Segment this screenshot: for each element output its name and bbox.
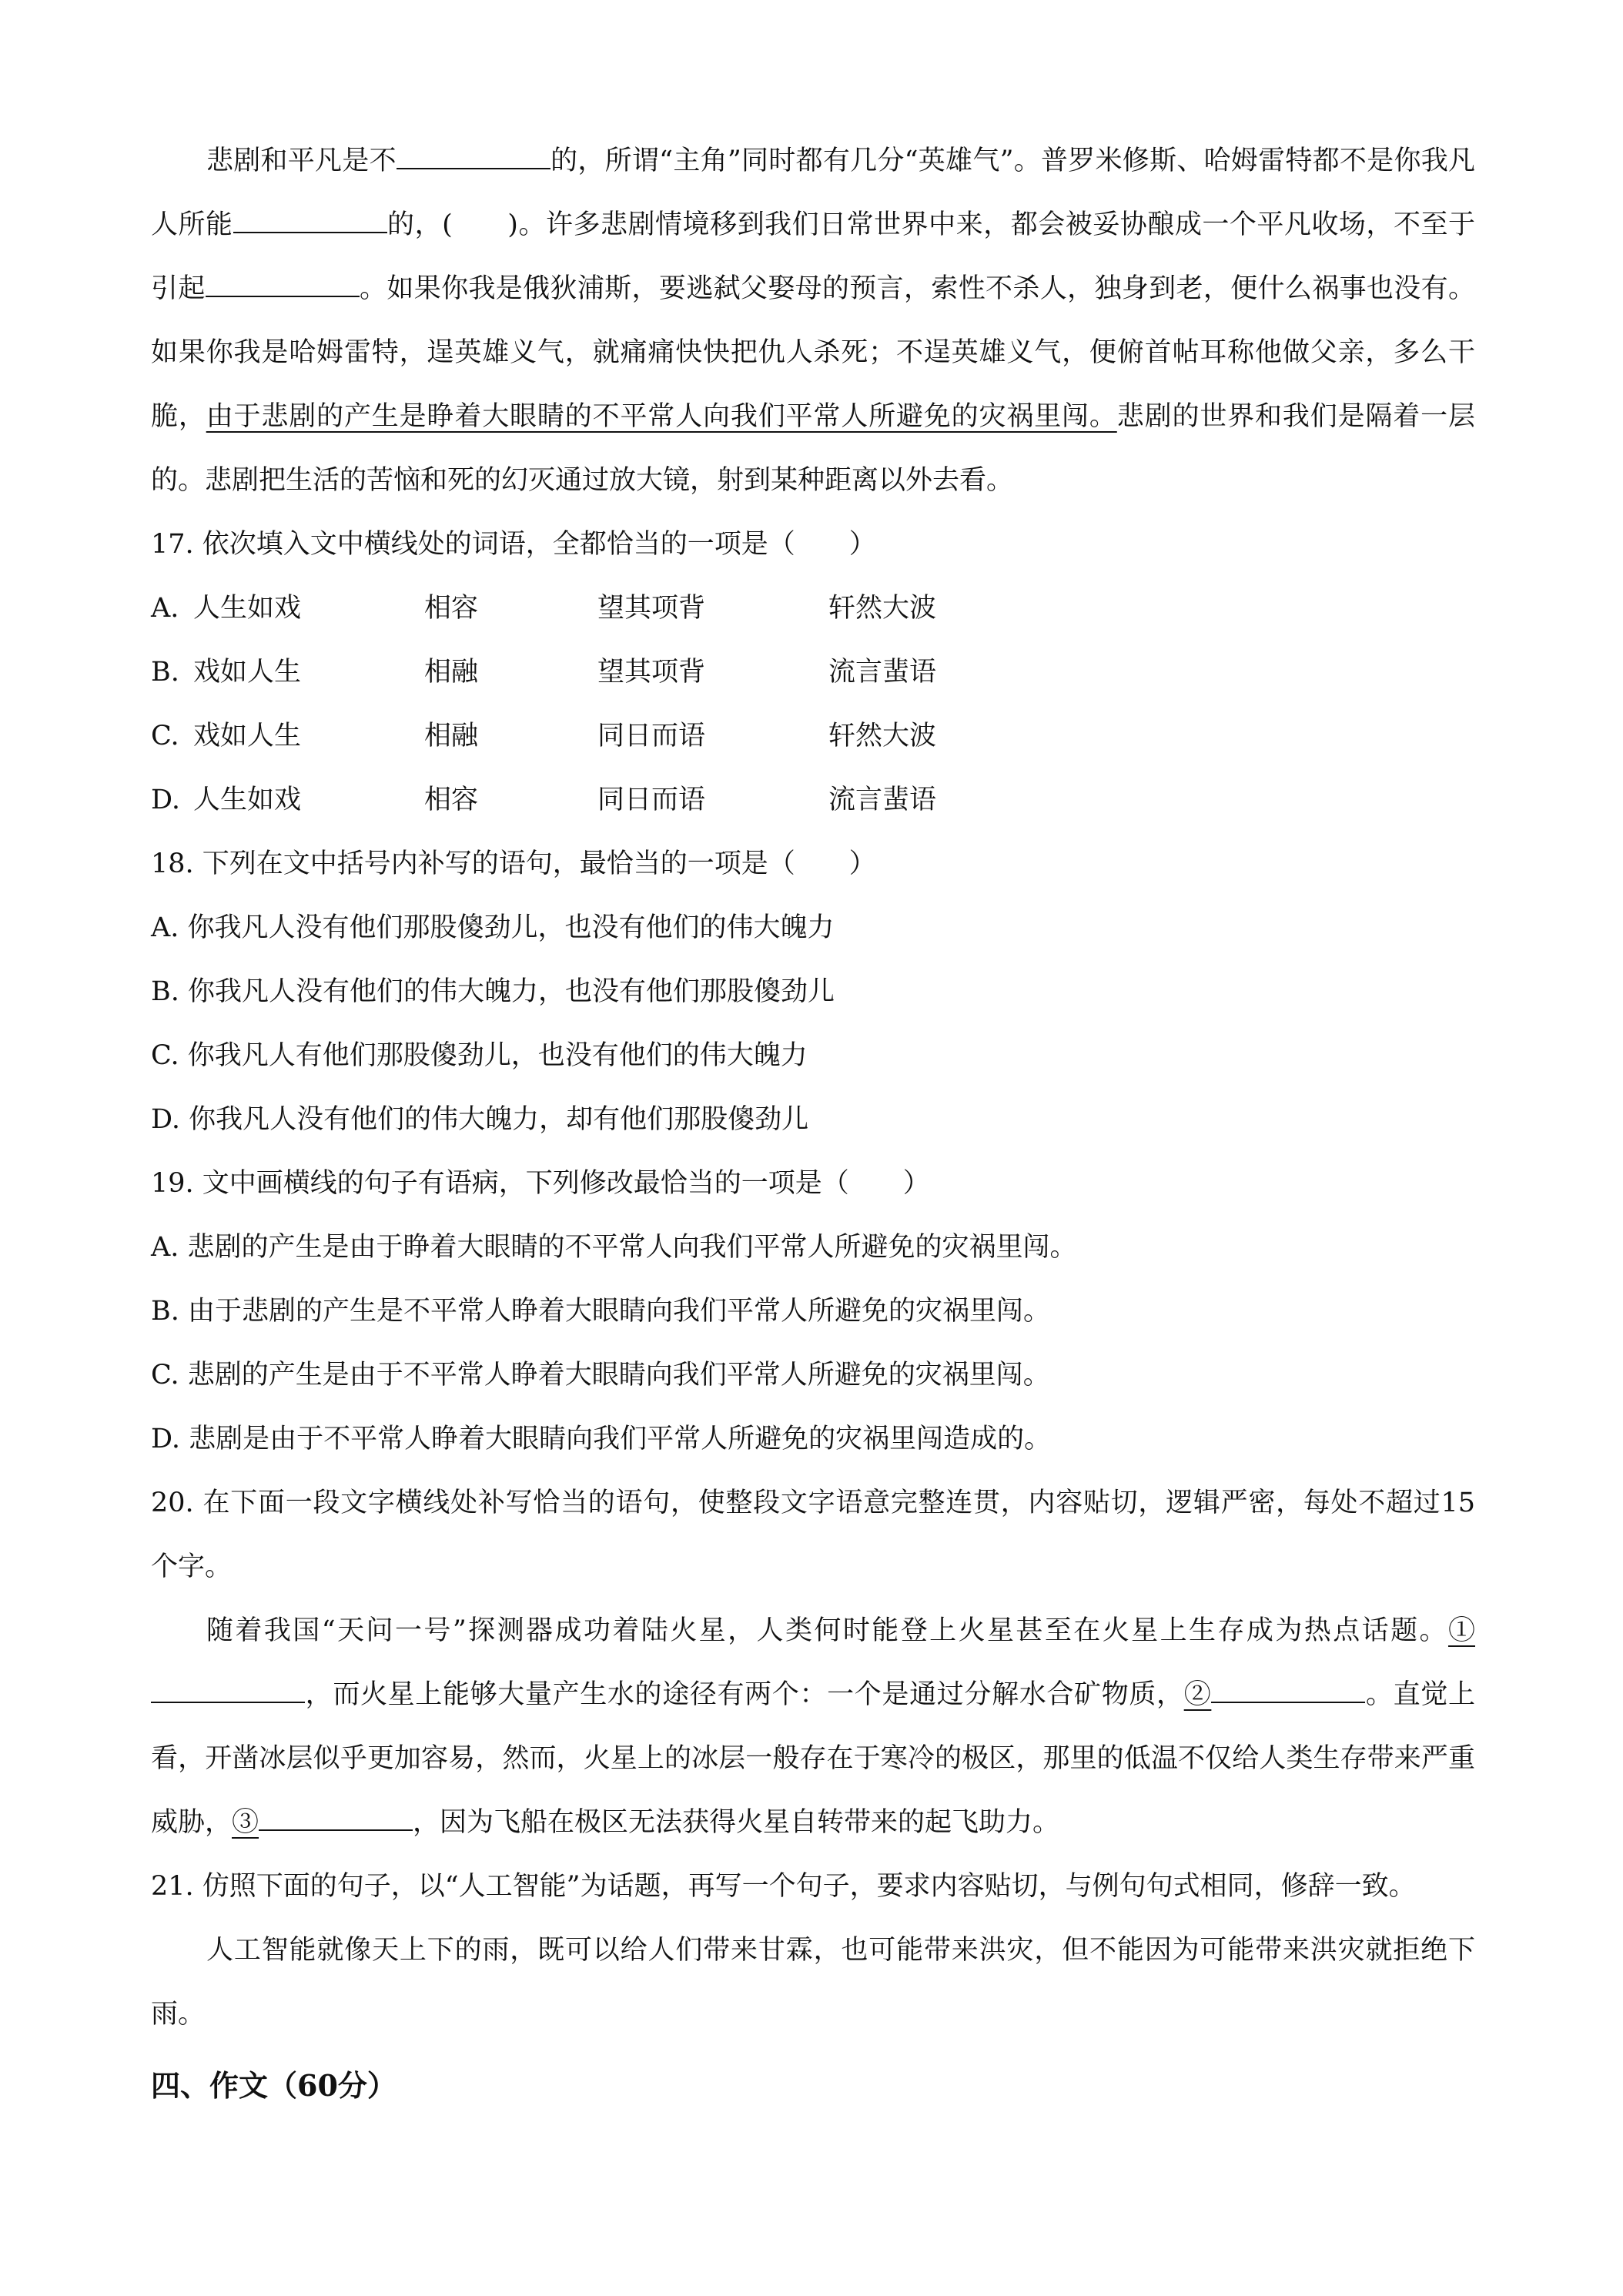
q19-option-a: A. 悲剧的产生是由于睁着大眼睛的不平常人向我们平常人所避免的灾祸里闯。: [151, 1232, 1077, 1263]
answer-blank-3: [259, 1806, 413, 1831]
passage-text: ，因为飞船在极区无法获得火星自转带来的起飞助力。: [413, 1807, 1060, 1838]
exam-page: [151, 129, 1475, 2120]
blank-marker-3: ③: [232, 1807, 259, 1838]
underlined-sentence: 由于悲剧的产生是睁着大眼睛的不平常人向我们平常人所避免的灾祸里闯。: [206, 401, 1117, 432]
option-word: 相容: [424, 593, 479, 624]
q18-option-c: C. 你我凡人有他们那股傻劲儿，也没有他们的伟大魄力: [151, 1040, 808, 1071]
q19-stem: 19. 文中画横线的句子有语病，下列修改最恰当的一项是（ ）: [151, 1168, 930, 1199]
option-letter: B.: [151, 657, 179, 688]
option-word: 相融: [424, 721, 479, 751]
passage-text: 悲剧的世界和我们是隔着一层的。悲剧把生活的苦恼和死的幻灭通过放大镜，射到某种距离以外去看。: [151, 401, 1475, 496]
passage-text: 悲剧和平凡是不: [206, 146, 397, 176]
passage-text: 。直觉上看，开凿冰层似乎更加容易，然而，火星上的冰层一般存在于寒冷的极区，那里的低温不仅给人类生存带来严重威胁，: [151, 1679, 1475, 1838]
option-word: 相融: [424, 657, 479, 688]
q18-stem: 18. 下列在文中括号内补写的语句，最恰当的一项是（ ）: [151, 848, 876, 879]
answer-blank-1: [151, 1678, 305, 1703]
q20-stem: 20. 在下面一段文字横线处补写恰当的语句，使整段文字语意完整连贯，内容贴切，逻辑严密，每处不超过15个字。: [151, 1488, 1475, 1582]
option-word: 望其项背: [597, 593, 706, 624]
q17-option-c: [151, 705, 1475, 768]
passage-text: 的，( )。许多悲剧情境移到我们日常世界中来，都会被妥协酿成一个平凡收场，不至于引起: [151, 209, 1475, 304]
option-word: 相容: [424, 785, 479, 815]
option-word: 流言蜚语: [828, 785, 937, 815]
blank-marker-1: ①: [1447, 1615, 1475, 1646]
answer-blank: [397, 145, 550, 169]
option-letter: C.: [151, 721, 179, 751]
option-word: 流言蜚语: [828, 657, 937, 688]
q17-option-d: [151, 768, 1475, 832]
q20-passage: [151, 1599, 1475, 1855]
answer-blank-2: [1211, 1678, 1365, 1703]
option-word: 望其项背: [597, 657, 706, 688]
option-word: 轩然大波: [828, 593, 937, 624]
option-word: 人生如戏: [193, 593, 302, 624]
passage-text: 随着我国“天问一号”探测器成功着陆火星，人类何时能登上火星甚至在火星上生存成为热点话题。: [206, 1615, 1448, 1646]
q17-option-b: [151, 641, 1475, 705]
passage-text: 的，所谓“主角”同时都有几分“英雄气”。普罗米修斯、哈姆雷特都不是你我凡人所能: [151, 146, 1475, 240]
q17-option-a: [151, 577, 1475, 641]
q21-stem: 21. 仿照下面的句子，以“人工智能”为话题，再写一个句子，要求内容贴切，与例句句式相同，修辞一致。: [151, 1871, 1416, 1902]
option-word: 人生如戏: [193, 785, 302, 815]
option-word: 同日而语: [597, 721, 706, 751]
q18-option-a: A. 你我凡人没有他们那股傻劲儿，也没有他们的伟大魄力: [151, 912, 835, 943]
passage-paragraph: [151, 129, 1475, 513]
option-word: 同日而语: [597, 785, 706, 815]
answer-blank: [233, 209, 387, 233]
q18-option-d: D. 你我凡人没有他们的伟大魄力，却有他们那股傻劲儿: [151, 1104, 809, 1135]
option-letter: D.: [151, 785, 180, 815]
q19-option-c: C. 悲剧的产生是由于不平常人睁着大眼睛向我们平常人所避免的灾祸里闯。: [151, 1360, 1050, 1391]
passage-text: 。如果你我是俄狄浦斯，要逃弑父娶母的预言，索性不杀人，独身到老，便什么祸事也没有。如果你我是哈姆雷特，逞英雄义气，就痛痛快快把仇人杀死；不逞英雄义气，便俯首帖耳称他做父亲，多么干脆，: [151, 273, 1475, 432]
q21-example: 人工智能就像天上下的雨，既可以给人们带来甘霖，也可能带来洪灾，但不能因为可能带来洪灾就拒绝下雨。: [151, 1935, 1475, 2030]
blank-marker-2: ②: [1183, 1679, 1212, 1710]
option-word: 轩然大波: [828, 721, 937, 751]
option-word: 戏如人生: [193, 721, 302, 751]
option-letter: A.: [151, 593, 179, 624]
q19-option-d: D. 悲剧是由于不平常人睁着大眼睛向我们平常人所避免的灾祸里闯造成的。: [151, 1424, 1052, 1454]
option-word: 戏如人生: [193, 657, 302, 688]
q18-option-b: B. 你我凡人没有他们的伟大魄力，也没有他们那股傻劲儿: [151, 976, 835, 1007]
passage-text: ，而火星上能够大量产生水的途径有两个：一个是通过分解水合矿物质，: [305, 1679, 1184, 1710]
q17-stem: 17. 依次填入文中横线处的词语，全都恰当的一项是（ ）: [151, 529, 876, 560]
q19-option-b: B. 由于悲剧的产生是不平常人睁着大眼睛向我们平常人所避免的灾祸里闯。: [151, 1296, 1050, 1327]
answer-blank: [206, 273, 360, 297]
section-title: 四、作文（60分）: [151, 2068, 397, 2103]
